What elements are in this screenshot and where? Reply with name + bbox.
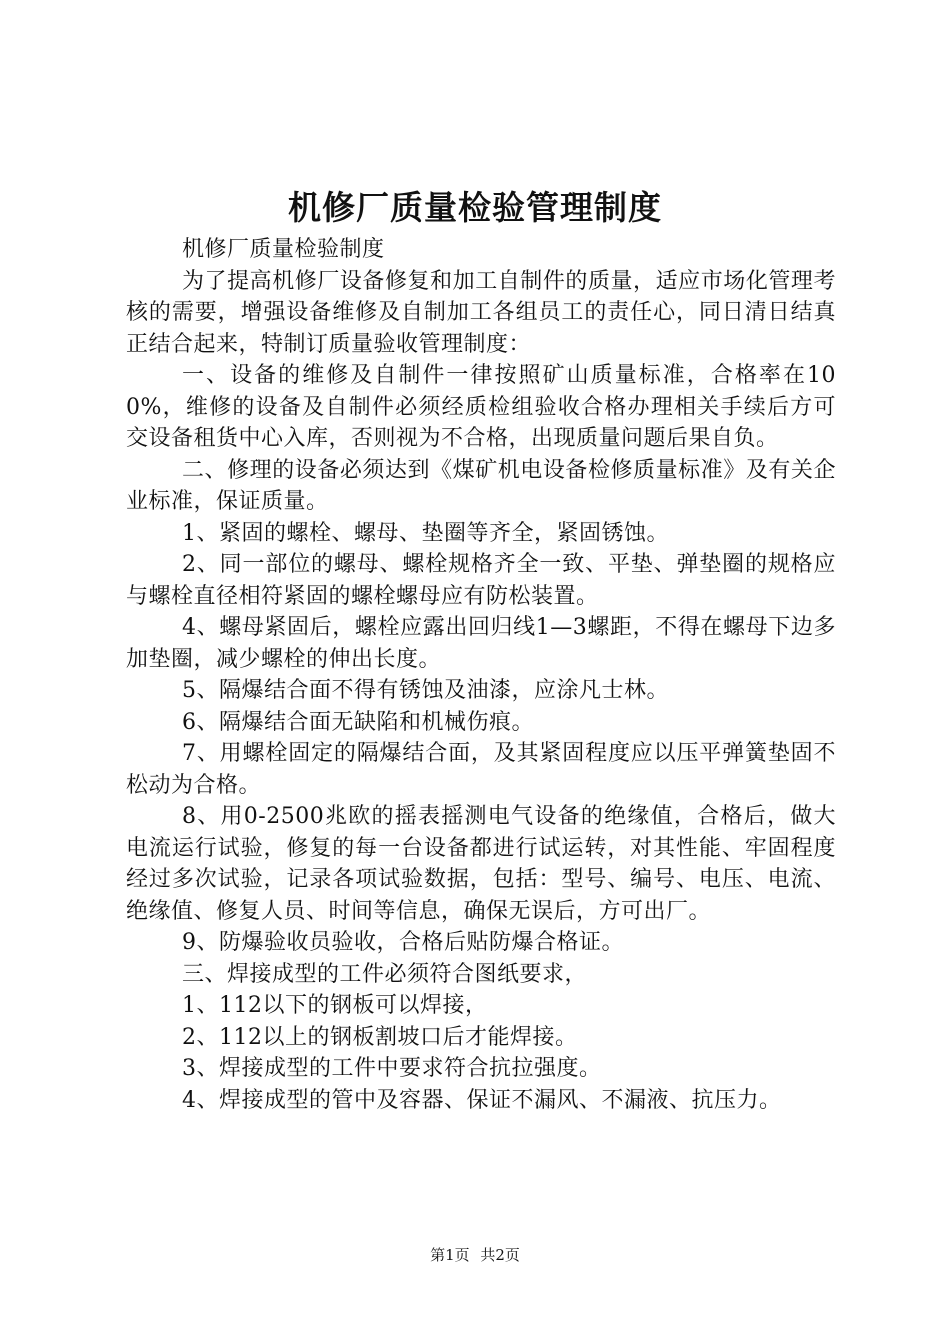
paragraph: 4、焊接成型的管中及容器、保证不漏风、不漏液、抗压力。 bbox=[182, 1087, 782, 1113]
paragraph: 6、隔爆结合面无缺陷和机械伤痕。 bbox=[182, 709, 534, 735]
paragraph: 一、设备的维修及自制件一律按照矿山质量标准，合格率在100%，维修的设备及自制件必须经质检组验收合格办理相关手续后方可交设备租货中心入库，否则视为不合格，出现质量问题后果自负。 bbox=[126, 363, 836, 451]
paragraph: 8、用0-2500兆欧的摇表摇测电气设备的绝缘值，合格后，做大电流运行试验，修复的每一台设备都进行试运转，对其性能、牢固程度经过多次试验，记录各项试验数据，包括：型号、编号、电压、电流、绝缘值、修复人员、时间等信息，确保无误后，方可出厂。 bbox=[126, 804, 836, 924]
paragraph: 1、紧固的螺栓、螺母、垫圈等齐全，紧固锈蚀。 bbox=[182, 520, 669, 546]
document-title: 机修厂质量检验管理制度 bbox=[288, 188, 662, 227]
paragraph: 5、隔爆结合面不得有锈蚀及油漆，应涂凡士林。 bbox=[182, 678, 669, 703]
paragraph: 4、螺母紧固后，螺栓应露出回归线1—3螺距，不得在螺母下边多加垫圈，减少螺栓的伸出长度。 bbox=[126, 615, 836, 672]
paragraph: 3、焊接成型的工件中要求符合抗拉强度。 bbox=[182, 1056, 602, 1081]
paragraph: 2、112以上的钢板割坡口后才能焊接。 bbox=[182, 1024, 578, 1050]
page-number-total: 共2页 bbox=[480, 1246, 520, 1264]
paragraph: 2、同一部位的螺母、螺栓规格齐全一致、平垫、弹垫圈的规格应与螺栓直径相符紧固的螺栓螺母应有防松装置。 bbox=[126, 552, 836, 609]
paragraph: 9、防爆验收员验收，合格后贴防爆合格证。 bbox=[182, 930, 624, 955]
paragraph: 7、用螺栓固定的隔爆结合面，及其紧固程度应以压平弹簧垫固不松动为合格。 bbox=[126, 741, 836, 798]
paragraph: 为了提高机修厂设备修复和加工自制件的质量，适应市场化管理考核的需要，增强设备维修及自制加工各组员工的责任心，同日清日结真正结合起来，特制订质量验收管理制度： bbox=[126, 268, 836, 357]
page-footer bbox=[0, 1244, 950, 1266]
page-number-current: 第1页 bbox=[430, 1246, 470, 1264]
paragraph: 1、112以下的钢板可以焊接， bbox=[182, 993, 488, 1018]
paragraph: 三、焊接成型的工件必须符合图纸要求， bbox=[182, 961, 588, 987]
paragraph: 机修厂质量检验制度 bbox=[182, 237, 385, 262]
paragraph: 二、修理的设备必须达到《煤矿机电设备检修质量标准》及有关企业标准，保证质量。 bbox=[126, 457, 836, 514]
document-body bbox=[126, 234, 836, 1116]
